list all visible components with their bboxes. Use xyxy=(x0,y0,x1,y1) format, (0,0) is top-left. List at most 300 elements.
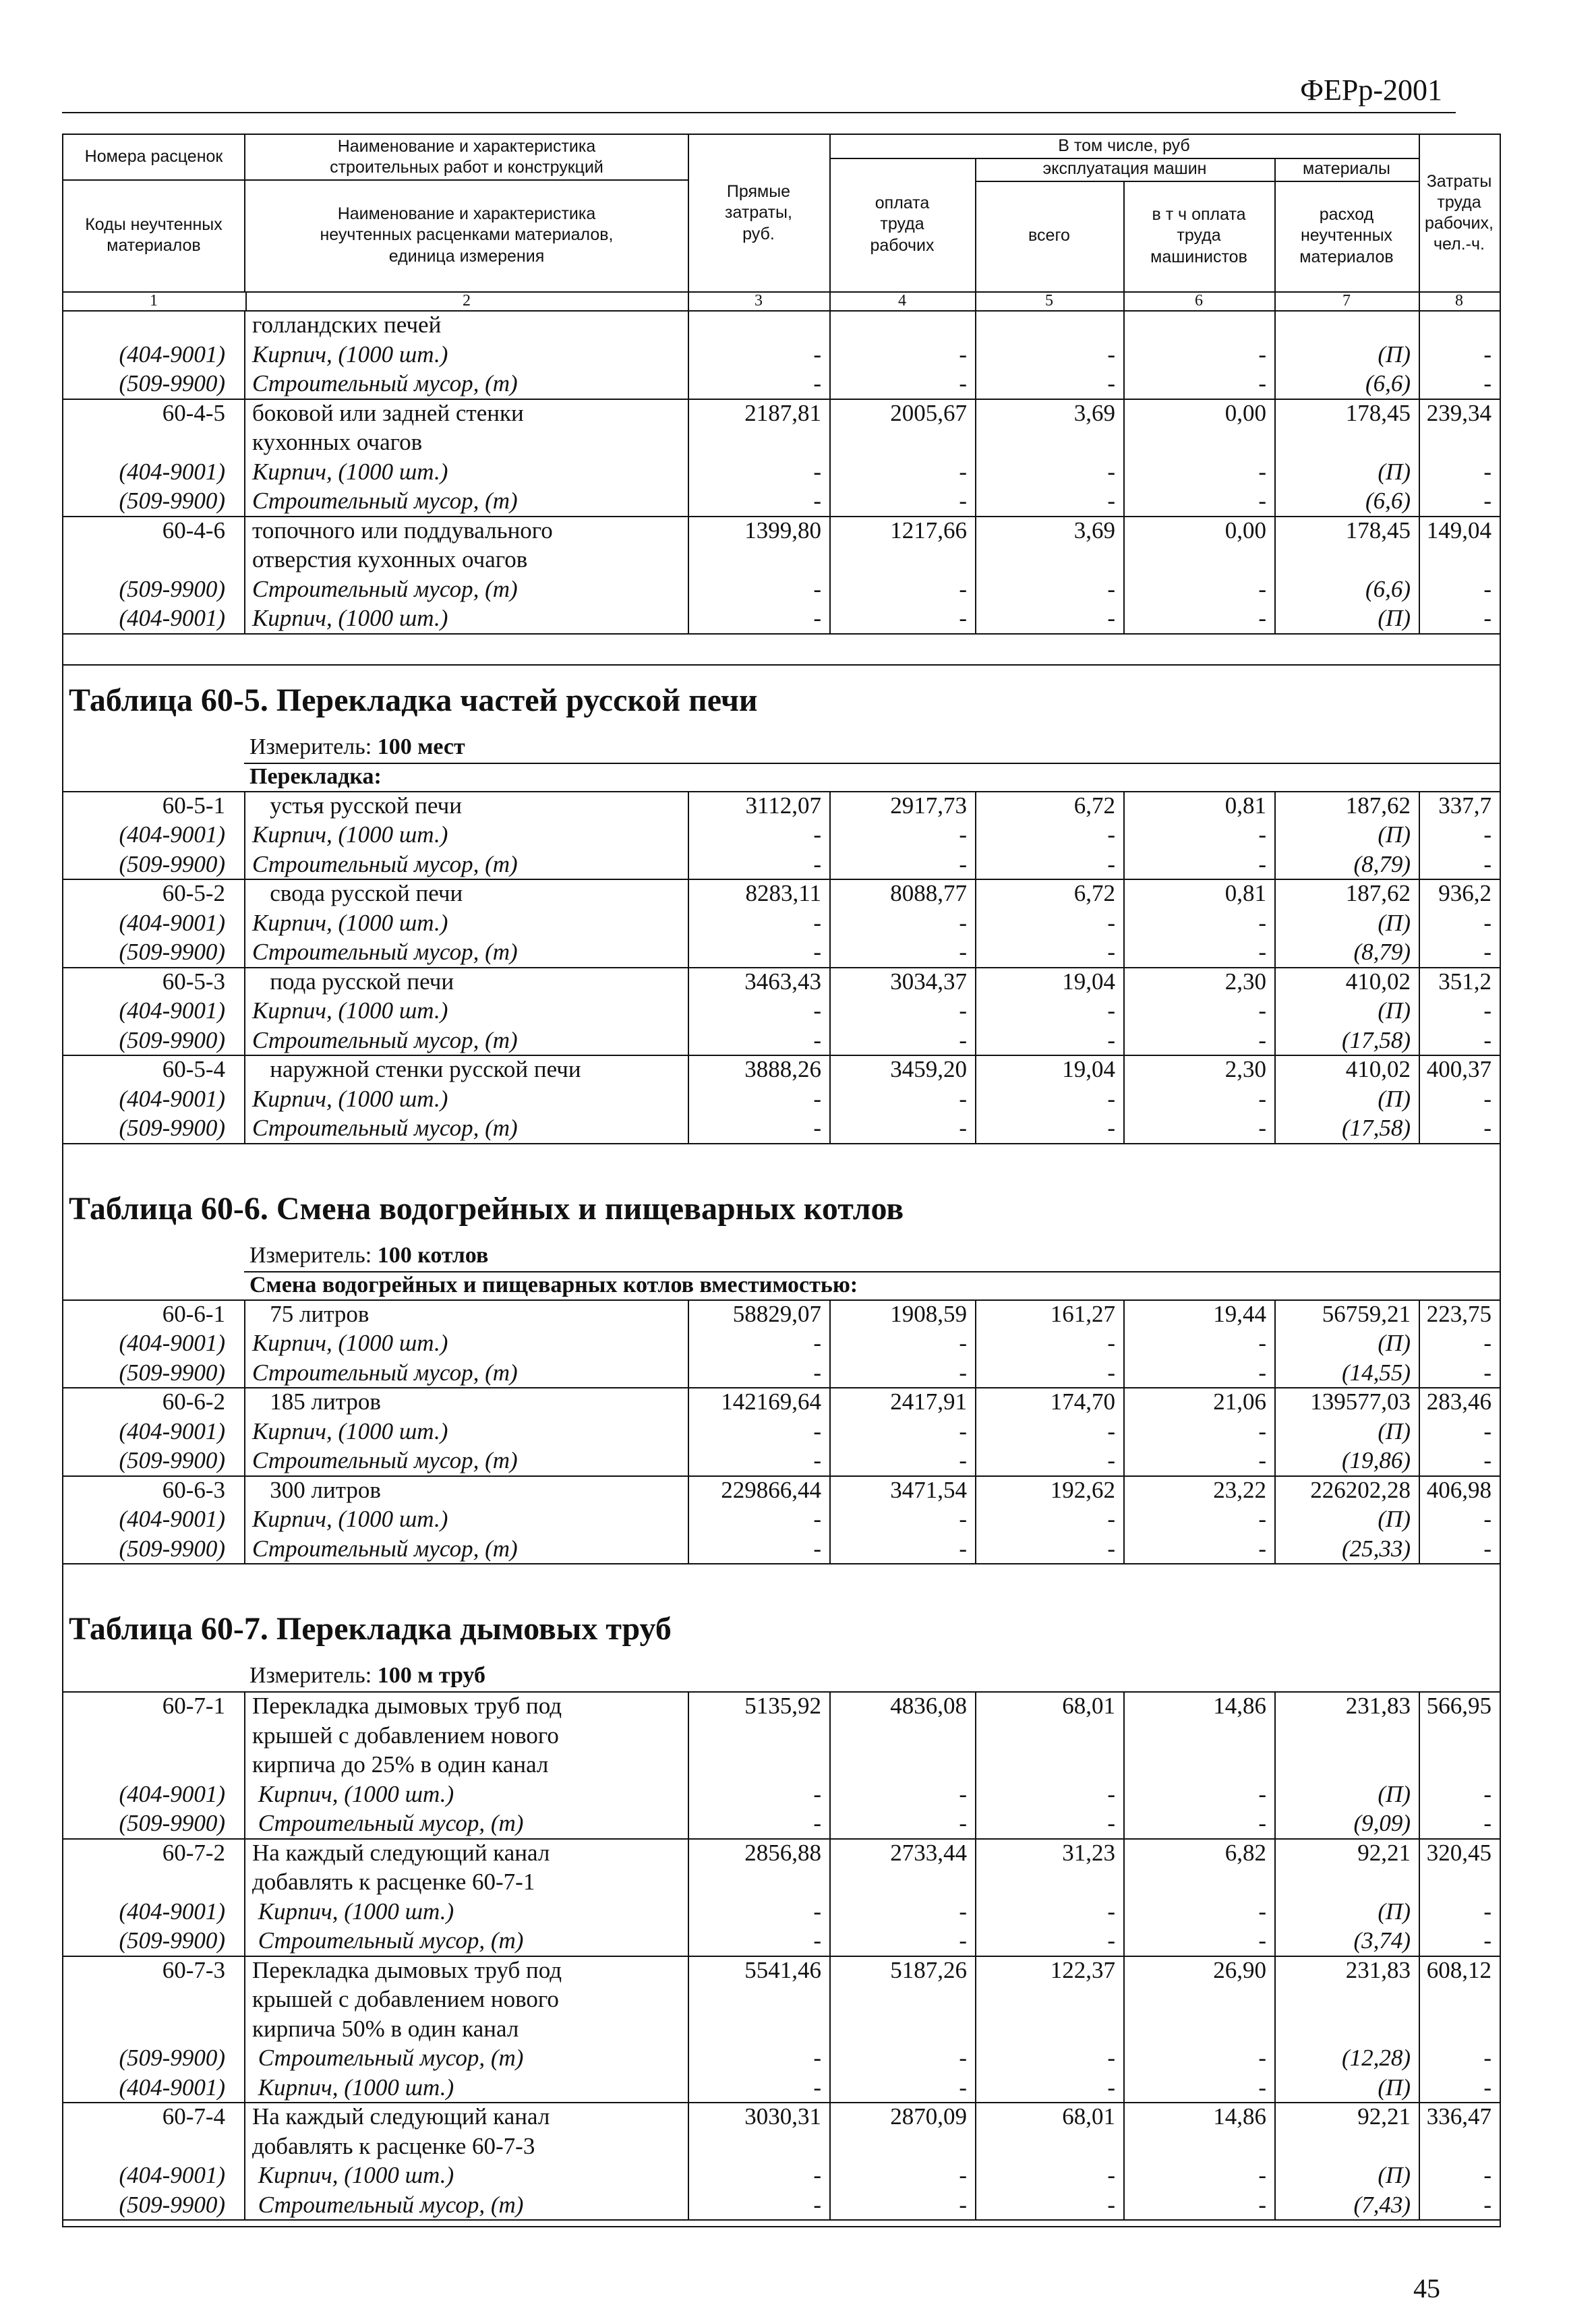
value-cell xyxy=(829,2132,975,2161)
value-cell: - xyxy=(1107,1330,1115,1356)
value-cell: - xyxy=(813,370,821,397)
value-cell: (17,58) xyxy=(1341,1026,1411,1053)
value-cell: - xyxy=(1483,939,1491,965)
column-divider xyxy=(1419,1691,1420,2219)
value-cell: (6,6) xyxy=(1365,488,1411,514)
column-divider xyxy=(975,310,976,633)
value-cell xyxy=(975,310,1123,339)
measure-value: 100 м труб xyxy=(377,1663,485,1688)
value-cell: - xyxy=(1483,1330,1491,1356)
column-divider xyxy=(829,1691,831,2219)
value-cell xyxy=(688,2014,829,2043)
material-row xyxy=(63,486,1500,515)
material-code: (404-9001) xyxy=(119,341,225,368)
work-name: устья русской печи xyxy=(252,792,462,819)
column-number: 8 xyxy=(1455,292,1463,310)
value-cell: - xyxy=(1258,1417,1266,1444)
value-cell: - xyxy=(1483,1085,1491,1112)
value-cell xyxy=(829,545,975,574)
value-cell: - xyxy=(1107,341,1115,368)
value-cell: 139577,03 xyxy=(1310,1388,1411,1415)
value-cell: - xyxy=(1107,2074,1115,2101)
work-name: крышей с добавлением нового xyxy=(252,1986,559,2012)
material-code: (404-9001) xyxy=(119,909,225,936)
value-cell: 566,95 xyxy=(1426,1693,1491,1719)
value-cell: - xyxy=(1483,1898,1491,1925)
material-code: (509-9900) xyxy=(119,488,225,514)
material-name: Строительный мусор, (т) xyxy=(252,939,518,965)
work-name: 300 литров xyxy=(252,1476,381,1503)
material-code: (404-9001) xyxy=(119,605,225,631)
column-divider xyxy=(244,310,245,633)
material-row xyxy=(63,2190,1500,2219)
value-cell: - xyxy=(1258,1026,1266,1053)
value-cell: 4836,08 xyxy=(890,1693,967,1719)
value-cell: 337,7 xyxy=(1438,792,1491,819)
column-number: 2 xyxy=(463,292,471,310)
value-cell: - xyxy=(813,850,821,877)
rate-code: 60-6-1 xyxy=(162,1300,225,1327)
rate-continuation-row xyxy=(63,545,1500,574)
value-cell: - xyxy=(1483,341,1491,368)
value-cell: (П) xyxy=(1378,2162,1411,2188)
value-cell: 161,27 xyxy=(1050,1300,1115,1327)
material-name: Строительный мусор, (т) xyxy=(252,1447,518,1473)
value-cell xyxy=(1123,545,1274,574)
value-cell xyxy=(688,2132,829,2161)
value-cell xyxy=(688,1750,829,1779)
rate-code: 60-5-4 xyxy=(162,1056,225,1082)
value-cell: 336,47 xyxy=(1426,2103,1491,2130)
value-cell: 14,86 xyxy=(1213,2103,1266,2130)
value-cell: (6,6) xyxy=(1365,370,1411,397)
value-cell: - xyxy=(1258,1535,1266,1562)
value-cell: - xyxy=(813,1115,821,1141)
rate-code: 60-7-1 xyxy=(162,1693,225,1719)
value-cell: 410,02 xyxy=(1345,968,1411,995)
row-divider xyxy=(63,1143,1500,1144)
value-cell: 2870,09 xyxy=(890,2103,967,2130)
col-material-code-header: Коды неучтенных материалов xyxy=(85,214,223,255)
value-cell: (14,55) xyxy=(1341,1359,1411,1386)
work-name: боковой или задней стенки xyxy=(252,399,524,426)
col-labor-wage-header: оплата труда рабочих xyxy=(870,194,935,255)
row-divider xyxy=(63,2219,1500,2221)
column-divider xyxy=(829,791,831,1143)
column-number: 7 xyxy=(1342,292,1351,310)
value-cell: - xyxy=(959,1085,967,1112)
work-name: 75 литров xyxy=(252,1300,370,1327)
column-divider xyxy=(1274,310,1276,633)
value-cell: 142169,64 xyxy=(721,1388,821,1415)
value-cell: 56759,21 xyxy=(1322,1300,1411,1327)
column-divider xyxy=(1419,1299,1420,1564)
value-cell: (П) xyxy=(1378,1506,1411,1532)
value-cell xyxy=(1274,2132,1419,2161)
value-cell: - xyxy=(813,575,821,602)
rate-row xyxy=(63,2102,1500,2131)
value-cell: 68,01 xyxy=(1062,2103,1115,2130)
rate-code: 60-7-3 xyxy=(162,1956,225,1983)
col-labor-hours-header: Затраты труда рабочих, чел.-ч. xyxy=(1425,171,1494,254)
value-cell: - xyxy=(1483,1535,1491,1562)
rate-code: 60-5-2 xyxy=(162,880,225,906)
work-name: На каждый следующий канал xyxy=(252,2103,550,2130)
value-cell: - xyxy=(1483,909,1491,936)
document-code: ФЕРр-2001 xyxy=(1300,74,1442,107)
column-number: 5 xyxy=(1045,292,1053,310)
value-cell: - xyxy=(1258,2162,1266,2188)
value-cell: - xyxy=(959,1780,967,1807)
material-row xyxy=(63,575,1500,604)
value-cell: - xyxy=(1258,850,1266,877)
value-cell: - xyxy=(959,939,967,965)
material-code: (509-9900) xyxy=(119,1535,225,1562)
column-divider xyxy=(1123,1691,1125,2219)
col-material-usage-header: расход неучтенных материалов xyxy=(1299,205,1394,266)
value-cell: (3,74) xyxy=(1353,1927,1411,1954)
value-cell xyxy=(1123,310,1274,339)
value-cell: - xyxy=(1258,997,1266,1024)
value-cell xyxy=(975,1721,1123,1750)
value-cell: - xyxy=(813,997,821,1024)
material-name: Кирпич, (1000 шт.) xyxy=(252,821,448,848)
material-name: Строительный мусор, (т) xyxy=(252,850,518,877)
value-cell: (П) xyxy=(1378,821,1411,848)
material-name: Кирпич, (1000 шт.) xyxy=(252,1417,448,1444)
value-cell: - xyxy=(813,821,821,848)
value-cell: 122,37 xyxy=(1050,1956,1115,1983)
value-cell: 92,21 xyxy=(1357,1839,1411,1866)
value-cell: 6,72 xyxy=(1073,792,1115,819)
value-cell: 223,75 xyxy=(1426,1300,1491,1327)
work-name: топочного или поддувального xyxy=(252,517,553,544)
value-cell: - xyxy=(1258,909,1266,936)
material-row xyxy=(63,996,1500,1025)
value-cell: - xyxy=(1107,1085,1115,1112)
value-cell: - xyxy=(1483,1780,1491,1807)
value-cell: (19,86) xyxy=(1341,1447,1411,1473)
material-row xyxy=(63,457,1500,486)
value-cell: - xyxy=(1258,2074,1266,2101)
work-name: добавлять к расценке 60-7-3 xyxy=(252,2132,535,2159)
value-cell: - xyxy=(813,458,821,485)
measure-label: Измеритель: xyxy=(249,1663,372,1688)
value-cell: 229866,44 xyxy=(721,1476,821,1503)
materials-header: материалы xyxy=(1303,159,1390,179)
value-cell xyxy=(829,1867,975,1896)
value-cell: (8,79) xyxy=(1353,939,1411,965)
value-cell: - xyxy=(959,2191,967,2218)
column-divider xyxy=(1419,310,1420,633)
material-name: Кирпич, (1000 шт.) xyxy=(252,1506,448,1532)
material-name: Кирпич, (1000 шт.) xyxy=(252,2162,454,2188)
rate-row xyxy=(63,1387,1500,1416)
value-cell xyxy=(688,1985,829,2014)
rate-code: 60-4-5 xyxy=(162,399,225,426)
value-cell: - xyxy=(813,1359,821,1386)
value-cell: - xyxy=(959,341,967,368)
value-cell: - xyxy=(813,939,821,965)
column-divider xyxy=(975,791,976,1143)
value-cell: - xyxy=(1483,1359,1491,1386)
measure-unit xyxy=(249,734,465,760)
value-cell: 2917,73 xyxy=(890,792,967,819)
value-cell: - xyxy=(959,2074,967,2101)
value-cell: - xyxy=(1483,2191,1491,2218)
material-row xyxy=(63,1504,1500,1533)
material-row xyxy=(63,2161,1500,2190)
value-cell xyxy=(975,1985,1123,2014)
material-name: Кирпич, (1000 шт.) xyxy=(252,2074,454,2101)
column-divider xyxy=(688,310,689,633)
value-cell: 178,45 xyxy=(1345,517,1411,544)
value-cell: - xyxy=(1107,488,1115,514)
value-cell: (П) xyxy=(1378,341,1411,368)
value-cell xyxy=(829,1750,975,1779)
column-divider xyxy=(688,791,689,1143)
rate-code: 60-7-2 xyxy=(162,1839,225,1866)
value-cell xyxy=(1419,428,1500,457)
rate-code xyxy=(63,1985,244,2014)
work-name: наружной стенки русской печи xyxy=(252,1056,581,1082)
work-name: 185 литров xyxy=(252,1388,381,1415)
value-cell: - xyxy=(959,909,967,936)
rate-row xyxy=(63,1691,1500,1720)
material-name: Кирпич, (1000 шт.) xyxy=(252,1085,448,1112)
measure-label: Измеритель: xyxy=(249,734,372,759)
value-cell: - xyxy=(813,1085,821,1112)
machines-header: эксплуатация машин xyxy=(1042,159,1207,179)
section-title: Таблица 60-6. Смена водогрейных и пищеварных котлов xyxy=(69,1190,904,1227)
value-cell xyxy=(975,2014,1123,2043)
page-number: 45 xyxy=(1413,2273,1440,2304)
section-title: Таблица 60-7. Перекладка дымовых труб xyxy=(69,1611,672,1647)
value-cell: - xyxy=(1258,939,1266,965)
value-cell: - xyxy=(813,1780,821,1807)
col-material-name-header: Наименование и характеристика неучтенных расценками материалов, единица измерения xyxy=(320,204,614,266)
material-code: (404-9001) xyxy=(119,2074,225,2101)
rate-continuation-row xyxy=(63,1721,1500,1750)
value-cell xyxy=(688,310,829,339)
value-cell: - xyxy=(1107,2162,1115,2188)
rate-code: 60-6-2 xyxy=(162,1388,225,1415)
value-cell: (12,28) xyxy=(1341,2045,1411,2071)
material-code: (404-9001) xyxy=(119,997,225,1024)
value-cell: (8,79) xyxy=(1353,850,1411,877)
value-cell: - xyxy=(1258,2045,1266,2071)
rate-row xyxy=(63,791,1500,820)
value-cell: 187,62 xyxy=(1345,880,1411,906)
rate-row xyxy=(63,1475,1500,1504)
value-cell: - xyxy=(959,1506,967,1532)
value-cell: (П) xyxy=(1378,1898,1411,1925)
value-cell xyxy=(1419,2014,1500,2043)
value-cell: - xyxy=(1483,488,1491,514)
rate-code xyxy=(63,310,244,339)
rate-row xyxy=(63,1956,1500,1985)
value-cell: - xyxy=(1107,1780,1115,1807)
value-cell: - xyxy=(1107,575,1115,602)
value-cell: (6,6) xyxy=(1365,575,1411,602)
value-cell: - xyxy=(813,1898,821,1925)
value-cell: - xyxy=(1483,2162,1491,2188)
col-rate-number-header: Номера расценок xyxy=(84,147,223,167)
value-cell: - xyxy=(1258,370,1266,397)
col-machines-total-header: всего xyxy=(1028,226,1070,245)
work-name: Перекладка дымовых труб под xyxy=(252,1956,562,1983)
value-cell xyxy=(975,2132,1123,2161)
value-cell: 2417,91 xyxy=(890,1388,967,1415)
value-cell: - xyxy=(813,605,821,631)
material-code: (509-9900) xyxy=(119,2191,225,2218)
value-cell xyxy=(829,1721,975,1750)
value-cell: - xyxy=(1258,575,1266,602)
material-row xyxy=(63,1358,1500,1387)
section-title: Таблица 60-5. Перекладка частей русской печи xyxy=(69,682,758,718)
value-cell: - xyxy=(959,1330,967,1356)
value-cell: - xyxy=(813,1810,821,1836)
work-name: На каждый следующий канал xyxy=(252,1839,550,1866)
column-divider xyxy=(1274,1299,1276,1564)
rate-code xyxy=(63,1721,244,1750)
value-cell: 19,44 xyxy=(1213,1300,1266,1327)
rate-code: 60-4-6 xyxy=(162,517,225,544)
value-cell xyxy=(1274,545,1419,574)
value-cell xyxy=(1419,2132,1500,2161)
value-cell: 5541,46 xyxy=(744,1956,821,1983)
value-cell: - xyxy=(959,2162,967,2188)
value-cell: 6,82 xyxy=(1224,1839,1266,1866)
material-name: Строительный мусор, (т) xyxy=(252,1359,518,1386)
value-cell: 58829,07 xyxy=(732,1300,821,1327)
material-code: (404-9001) xyxy=(119,1330,225,1356)
column-divider xyxy=(1419,791,1420,1143)
value-cell: 936,2 xyxy=(1438,880,1491,906)
value-cell xyxy=(1274,2014,1419,2043)
material-code: (509-9900) xyxy=(119,1927,225,1954)
measure-value: 100 мест xyxy=(377,734,465,759)
column-number: 3 xyxy=(755,292,763,310)
work-name: голландских печей xyxy=(252,312,442,338)
rate-continuation-row xyxy=(63,428,1500,457)
material-name: Кирпич, (1000 шт.) xyxy=(252,1898,454,1925)
value-cell xyxy=(1123,1867,1274,1896)
value-cell: (П) xyxy=(1378,1780,1411,1807)
value-cell: - xyxy=(1258,488,1266,514)
value-cell: - xyxy=(1483,1026,1491,1053)
value-cell: - xyxy=(959,821,967,848)
header-rule xyxy=(62,112,1456,113)
value-cell: - xyxy=(1107,1447,1115,1473)
value-cell: - xyxy=(813,1535,821,1562)
value-cell: 231,83 xyxy=(1345,1956,1411,1983)
value-cell: - xyxy=(1107,1417,1115,1444)
value-cell: 3463,43 xyxy=(744,968,821,995)
value-cell: - xyxy=(1107,1115,1115,1141)
value-cell: 2187,81 xyxy=(744,399,821,426)
value-cell: - xyxy=(959,1535,967,1562)
value-cell: - xyxy=(1107,2191,1115,2218)
value-cell: 178,45 xyxy=(1345,399,1411,426)
value-cell: - xyxy=(813,2074,821,2101)
value-cell: - xyxy=(1483,2045,1491,2071)
value-cell: 0,81 xyxy=(1224,880,1266,906)
material-code: (509-9900) xyxy=(119,1026,225,1053)
value-cell: - xyxy=(813,341,821,368)
rate-row xyxy=(63,399,1500,428)
value-cell xyxy=(1274,1721,1419,1750)
value-cell: 0,00 xyxy=(1224,517,1266,544)
rate-code: 60-6-3 xyxy=(162,1476,225,1503)
material-code: (404-9001) xyxy=(119,458,225,485)
rate-code: 60-7-4 xyxy=(162,2103,225,2130)
value-cell xyxy=(829,2014,975,2043)
value-cell: (25,33) xyxy=(1341,1535,1411,1562)
value-cell: (П) xyxy=(1378,605,1411,631)
value-cell: 8283,11 xyxy=(745,880,821,906)
material-code: (404-9001) xyxy=(119,821,225,848)
material-name: Кирпич, (1000 шт.) xyxy=(252,1780,454,1807)
material-row xyxy=(63,2073,1500,2102)
work-name: кирпича до 25% в один канал xyxy=(252,1751,549,1778)
row-divider xyxy=(63,633,1500,635)
material-row xyxy=(63,820,1500,849)
value-cell: 3459,20 xyxy=(890,1056,967,1082)
value-cell xyxy=(688,545,829,574)
measure-label: Измеритель: xyxy=(249,1242,372,1268)
value-cell: - xyxy=(1258,458,1266,485)
value-cell: - xyxy=(1258,1506,1266,1532)
value-cell: - xyxy=(1107,1506,1115,1532)
value-cell: 3034,37 xyxy=(890,968,967,995)
value-cell xyxy=(975,1750,1123,1779)
material-name: Кирпич, (1000 шт.) xyxy=(252,909,448,936)
value-cell: 3888,26 xyxy=(744,1056,821,1082)
value-cell: - xyxy=(1107,458,1115,485)
value-cell: - xyxy=(959,458,967,485)
rate-code xyxy=(63,2132,244,2161)
rate-row xyxy=(63,879,1500,908)
material-name: Строительный мусор, (т) xyxy=(252,488,518,514)
value-cell: - xyxy=(1483,1115,1491,1141)
value-cell: - xyxy=(1483,1506,1491,1532)
value-cell xyxy=(975,1867,1123,1896)
value-cell xyxy=(688,428,829,457)
value-cell: - xyxy=(1483,370,1491,397)
work-name: Перекладка дымовых труб под xyxy=(252,1693,562,1719)
value-cell: 351,2 xyxy=(1438,968,1491,995)
column-divider xyxy=(975,1299,976,1564)
rate-continuation-row xyxy=(63,310,1500,339)
value-cell: (П) xyxy=(1378,909,1411,936)
value-cell: 320,45 xyxy=(1426,1839,1491,1866)
value-cell: - xyxy=(813,2045,821,2071)
material-code: (509-9900) xyxy=(119,939,225,965)
value-cell xyxy=(1419,1985,1500,2014)
column-divider xyxy=(688,1299,689,1564)
material-row xyxy=(63,1897,1500,1926)
value-cell: - xyxy=(813,1447,821,1473)
column-number: 6 xyxy=(1195,292,1203,310)
material-code: (509-9900) xyxy=(119,2045,225,2071)
column-divider xyxy=(1274,791,1276,1143)
material-name: Строительный мусор, (т) xyxy=(252,1026,518,1053)
value-cell: - xyxy=(1258,341,1266,368)
value-cell xyxy=(829,1985,975,2014)
material-name: Кирпич, (1000 шт.) xyxy=(252,997,448,1024)
material-row xyxy=(63,850,1500,879)
